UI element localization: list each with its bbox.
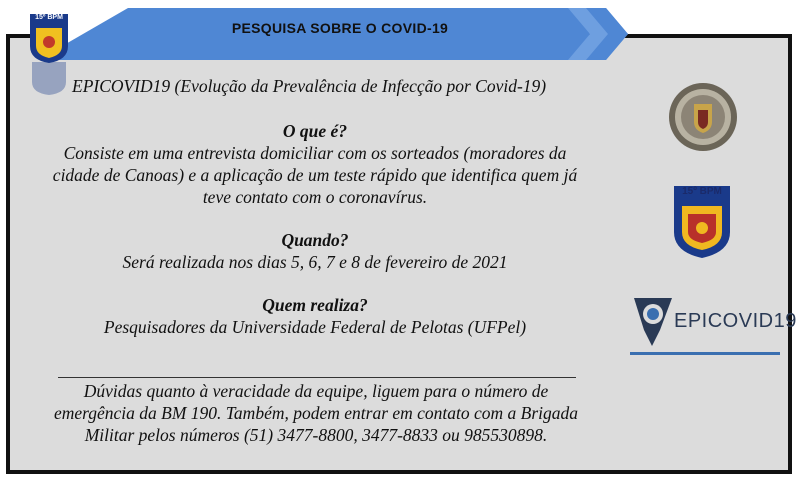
section-question: O que é? — [282, 121, 348, 141]
section-who — [40, 294, 590, 338]
intro-text: EPICOVID19 (Evolução da Prevalência de Infecção por Covid-19) — [72, 76, 547, 96]
header-title: PESQUISA SOBRE O COVID-19 — [231, 20, 449, 36]
footer-line: Militar pelos números (51) 3477-8800, 3477-8833 ou 985530898. — [84, 425, 548, 445]
section-question: Quem realiza? — [262, 295, 368, 315]
footer-separator — [58, 377, 576, 378]
section-when — [40, 229, 590, 273]
section-answer-line: Pesquisadores da Universidade Federal de Pelotas (UFPel) — [103, 317, 527, 337]
section-answer-line: Consiste em uma entrevista domiciliar com os sorteados (moradores da — [63, 143, 567, 163]
bpm-badge-shadow-icon — [30, 60, 68, 96]
section-question: Quando? — [281, 230, 349, 250]
epicovid-logo-label: EPICOVID19 — [674, 310, 797, 332]
section-what — [40, 120, 590, 208]
footer-line: emergência da BM 190. Também, podem entrar em contato com a Brigada — [53, 403, 579, 423]
section-answer-line: cidade de Canoas) e a aplicação de um teste rápido que identifica quem já — [52, 165, 578, 185]
section-answer-line: teve contato com o coronavírus. — [202, 187, 428, 207]
section-answer-line: Será realizada nos dias 5, 6, 7 e 8 de fevereiro de 2021 — [122, 252, 508, 272]
bpm-badge-label: 15º BPM — [35, 14, 63, 21]
footer-contact — [36, 380, 596, 446]
brigada-militar-seal-icon — [668, 82, 738, 152]
footer-line: Dúvidas quanto à veracidade da equipe, liguem para o número de — [83, 381, 549, 401]
bpm-shield-label: 15º BPM — [682, 186, 722, 197]
